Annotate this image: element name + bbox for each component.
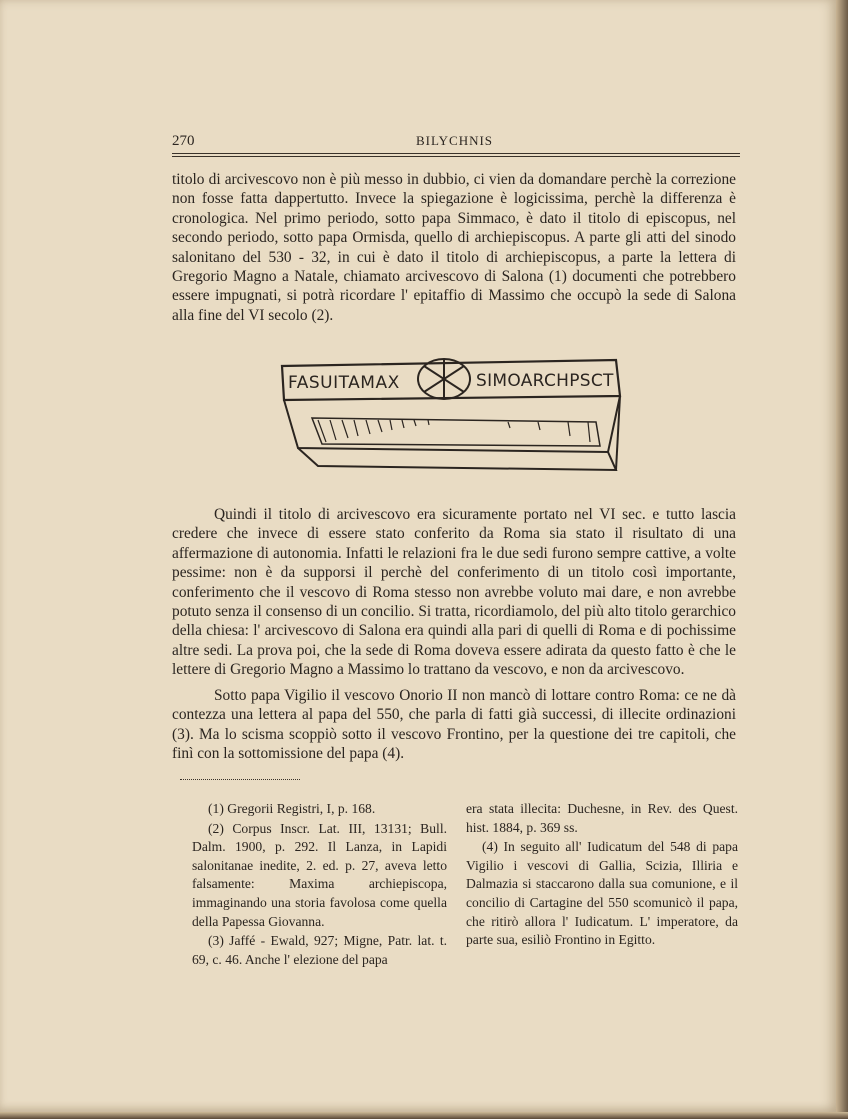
page-number: 270 xyxy=(172,133,195,149)
header-rule xyxy=(172,153,740,154)
footnote-2: (2) Corpus Inscr. Lat. III, 13131; Bull. Dalm. 1900, p. 292. Il Lanza, in Lapidi salonitanae inedite, 2. ed. p. 27, aveva letto falsamente: Maxima archiepiscopa, immaginando una storia favolosa come quella della Papessa Giovanna. xyxy=(192,820,447,929)
footnotes-left-column xyxy=(192,800,447,970)
running-title: BILYCHNIS xyxy=(416,133,494,148)
body-paragraph-1: titolo di arcivescovo non è più messo in dubbio, ci vien da domandare perchè la correzione non fosse fatta dappertutto. Invece la spiegazione è logicissima, perchè la differenza è cronologica. Nel primo periodo, sotto papa Simmaco, è dato il titolo di episcopus, nel secondo periodo, sotto papa Ormisda, quello di archiepiscopus. A parte gli atti del sinodo salonitano del 530 - 32, in cui è dato il titolo di archiepiscopus, a parte la lettera di Gregorio Magno a Natale, chiamato arcivescovo di Salona (1) documenti che potrebbero essere impugnati, si potrà ricordare l' epitaffio di Massimo che occupò la sede di Salona alla fine del VI secolo (2). xyxy=(172,171,736,324)
footnotes-right-column xyxy=(466,800,738,951)
page-bottom-edge xyxy=(0,1112,848,1119)
page-header xyxy=(172,133,740,155)
epitaph-inscription-illustration xyxy=(278,352,623,476)
footnote-3: (3) Jaffé - Ewald, 927; Migne, Patr. lat. t. 69, c. 46. Anche l' elezione del papa xyxy=(192,933,447,967)
footnote-3-continued: era stata illecita: Duchesne, in Rev. des Quest. hist. 1884, p. 369 ss. xyxy=(466,801,738,835)
footnote-1: (1) Gregorii Registri, I, p. 168. xyxy=(208,801,376,816)
header-rule-double xyxy=(172,156,740,157)
inscription-right-text: SIMOARCHPSCT xyxy=(476,371,614,391)
footnote-4: (4) In seguito all' Iudicatum del 548 di papa Vigilio i vescovi di Gallia, Scizia, Illiria e Dalmazia si staccarono dalla sua comunione, e il concilio di Cartagine del 550 scomunicò il papa, che ritirò allora l' Iudicatum. L' imperatore, da parte sua, esiliò Frontino in Egitto. xyxy=(466,839,738,948)
page-edge xyxy=(836,0,848,1119)
inscription-left-text: FASUITAMAX xyxy=(288,373,400,393)
footnote-separator xyxy=(180,779,300,780)
body-paragraph-2: Quindi il titolo di arcivescovo era sicuramente portato nel VI sec. e tutto lascia credere che invece di essere stato conferito da Roma sia stato il risultato di una affermazione di autonomia. Infatti le relazioni fra le due sedi furono sempre cattive, a volte pessime: non è da supporsi il perchè del conferimento di un titolo così importante, conferimento che il vescovo di Roma stesso non avrebbe voluto mai dare, e non avrebbe potuto senza il consenso di un concilio. Si tratta, ricordiamolo, del più alto titolo gerarchico della chiesa: l' arcivescovo di Salona era quindi alla pari di quelli di Roma e di pochissime altre sedi. La prova poi, che la sede di Roma doveva essere adirata da questo fatto è che le lettere di Gregorio Magno a Massimo lo trattano da vescovo, e non da arcivescovo. xyxy=(172,506,736,679)
body-paragraph-3: Sotto papa Vigilio il vescovo Onorio II non mancò di lottare contro Roma: ce ne dà contezza una lettera al papa del 550, che parla di fatti già successi, di illecite ordinazioni (3). Ma lo scisma scoppiò sotto il vescovo Frontino, per la questione dei tre capitoli, che finì con la sottomissione del papa (4). xyxy=(172,687,736,763)
